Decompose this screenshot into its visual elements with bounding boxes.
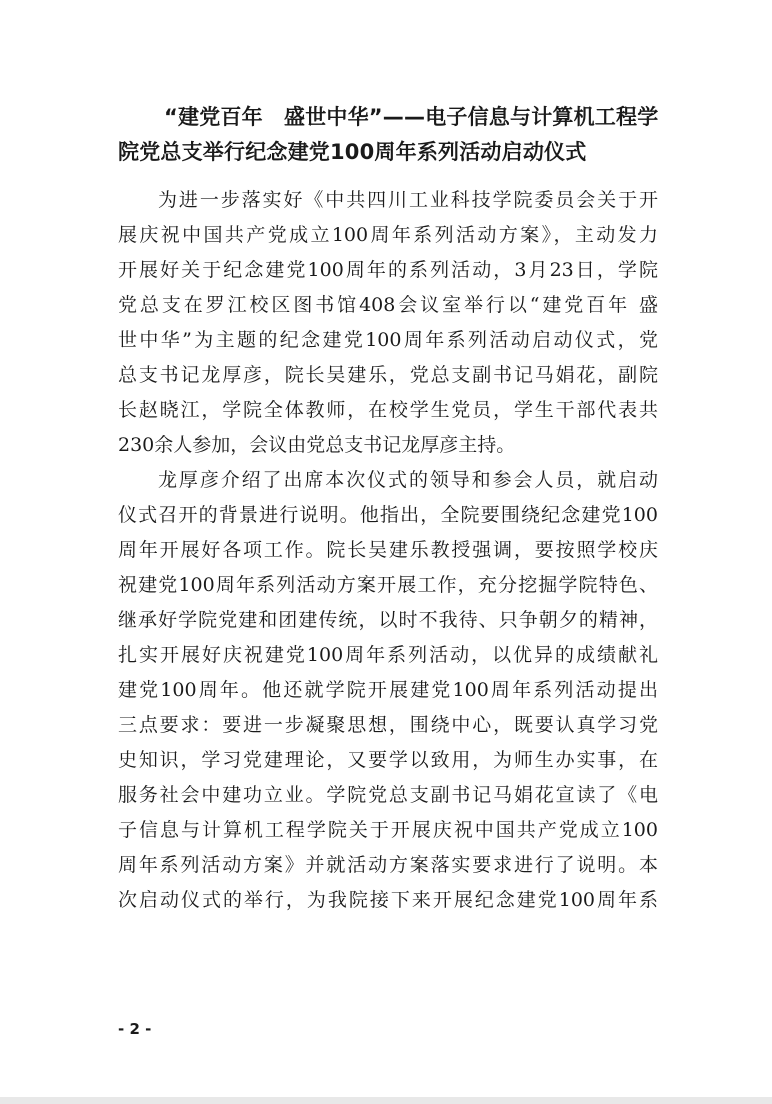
paragraph-line: 龙厚彦介绍了出席本次仪式的领导和参会人员，就启动 <box>158 469 658 491</box>
article-title <box>118 100 658 170</box>
paragraph-line: 周年开展好各项工作。院长吴建乐教授强调，要按照学校庆 <box>118 539 658 561</box>
paragraph-line: 展庆祝中国共产党成立100周年系列活动方案》，主动发力 <box>118 224 658 246</box>
page-bottom-edge <box>0 1097 772 1104</box>
title-line-1: “建党百年 盛世中华”——电子信息与计算机工程学 <box>164 105 659 129</box>
paragraph-line: 子信息与计算机工程学院关于开展庆祝中国共产党成立100 <box>118 819 658 841</box>
paragraph-line: 继承好学院党建和团建传统，以时不我待、只争朝夕的精神， <box>118 609 658 631</box>
paragraph-line: 总支书记龙厚彦，院长吴建乐，党总支副书记马娟花，副院 <box>118 364 658 386</box>
paragraph-line: 世中华”为主题的纪念建党100周年系列活动启动仪式，党 <box>118 329 658 351</box>
article-body <box>118 183 658 918</box>
paragraph-line: 230余人参加，会议由党总支书记龙厚彦主持。 <box>118 434 516 456</box>
paragraph-2 <box>118 463 658 918</box>
paragraph-line: 史知识，学习党建理论，又要学以致用，为师生办实事，在 <box>118 749 658 771</box>
paragraph-line: 仪式召开的背景进行说明。他指出，全院要围绕纪念建党100 <box>118 504 658 526</box>
paragraph-line: 开展好关于纪念建党100周年的系列活动，3月23日，学院 <box>118 259 658 281</box>
paragraph-line: 周年系列活动方案》并就活动方案落实要求进行了说明。本 <box>118 854 658 876</box>
paragraph-line: 祝建党100周年系列活动方案开展工作，充分挖掘学院特色、 <box>118 574 658 596</box>
paragraph-line: 次启动仪式的举行，为我院接下来开展纪念建党100周年系 <box>118 889 658 911</box>
paragraph-line: 三点要求：要进一步凝聚思想，围绕中心，既要认真学习党 <box>118 714 658 736</box>
paragraph-line: 服务社会中建功立业。学院党总支副书记马娟花宣读了《电 <box>118 784 658 806</box>
paragraph-line: 建党100周年。他还就学院开展建党100周年系列活动提出 <box>118 679 658 701</box>
paragraph-line: 为进一步落实好《中共四川工业科技学院委员会关于开 <box>158 189 658 211</box>
page-number: - 2 - <box>118 1020 152 1038</box>
paragraph-line: 党总支在罗江校区图书馆408会议室举行以“建党百年 盛 <box>118 294 658 316</box>
title-line-2: 院党总支举行纪念建党100周年系列活动启动仪式 <box>118 140 587 164</box>
paragraph-1 <box>118 183 658 463</box>
paragraph-line: 扎实开展好庆祝建党100周年系列活动，以优异的成绩献礼 <box>118 644 658 666</box>
paragraph-line: 长赵晓江，学院全体教师，在校学生党员，学生干部代表共 <box>118 399 658 421</box>
